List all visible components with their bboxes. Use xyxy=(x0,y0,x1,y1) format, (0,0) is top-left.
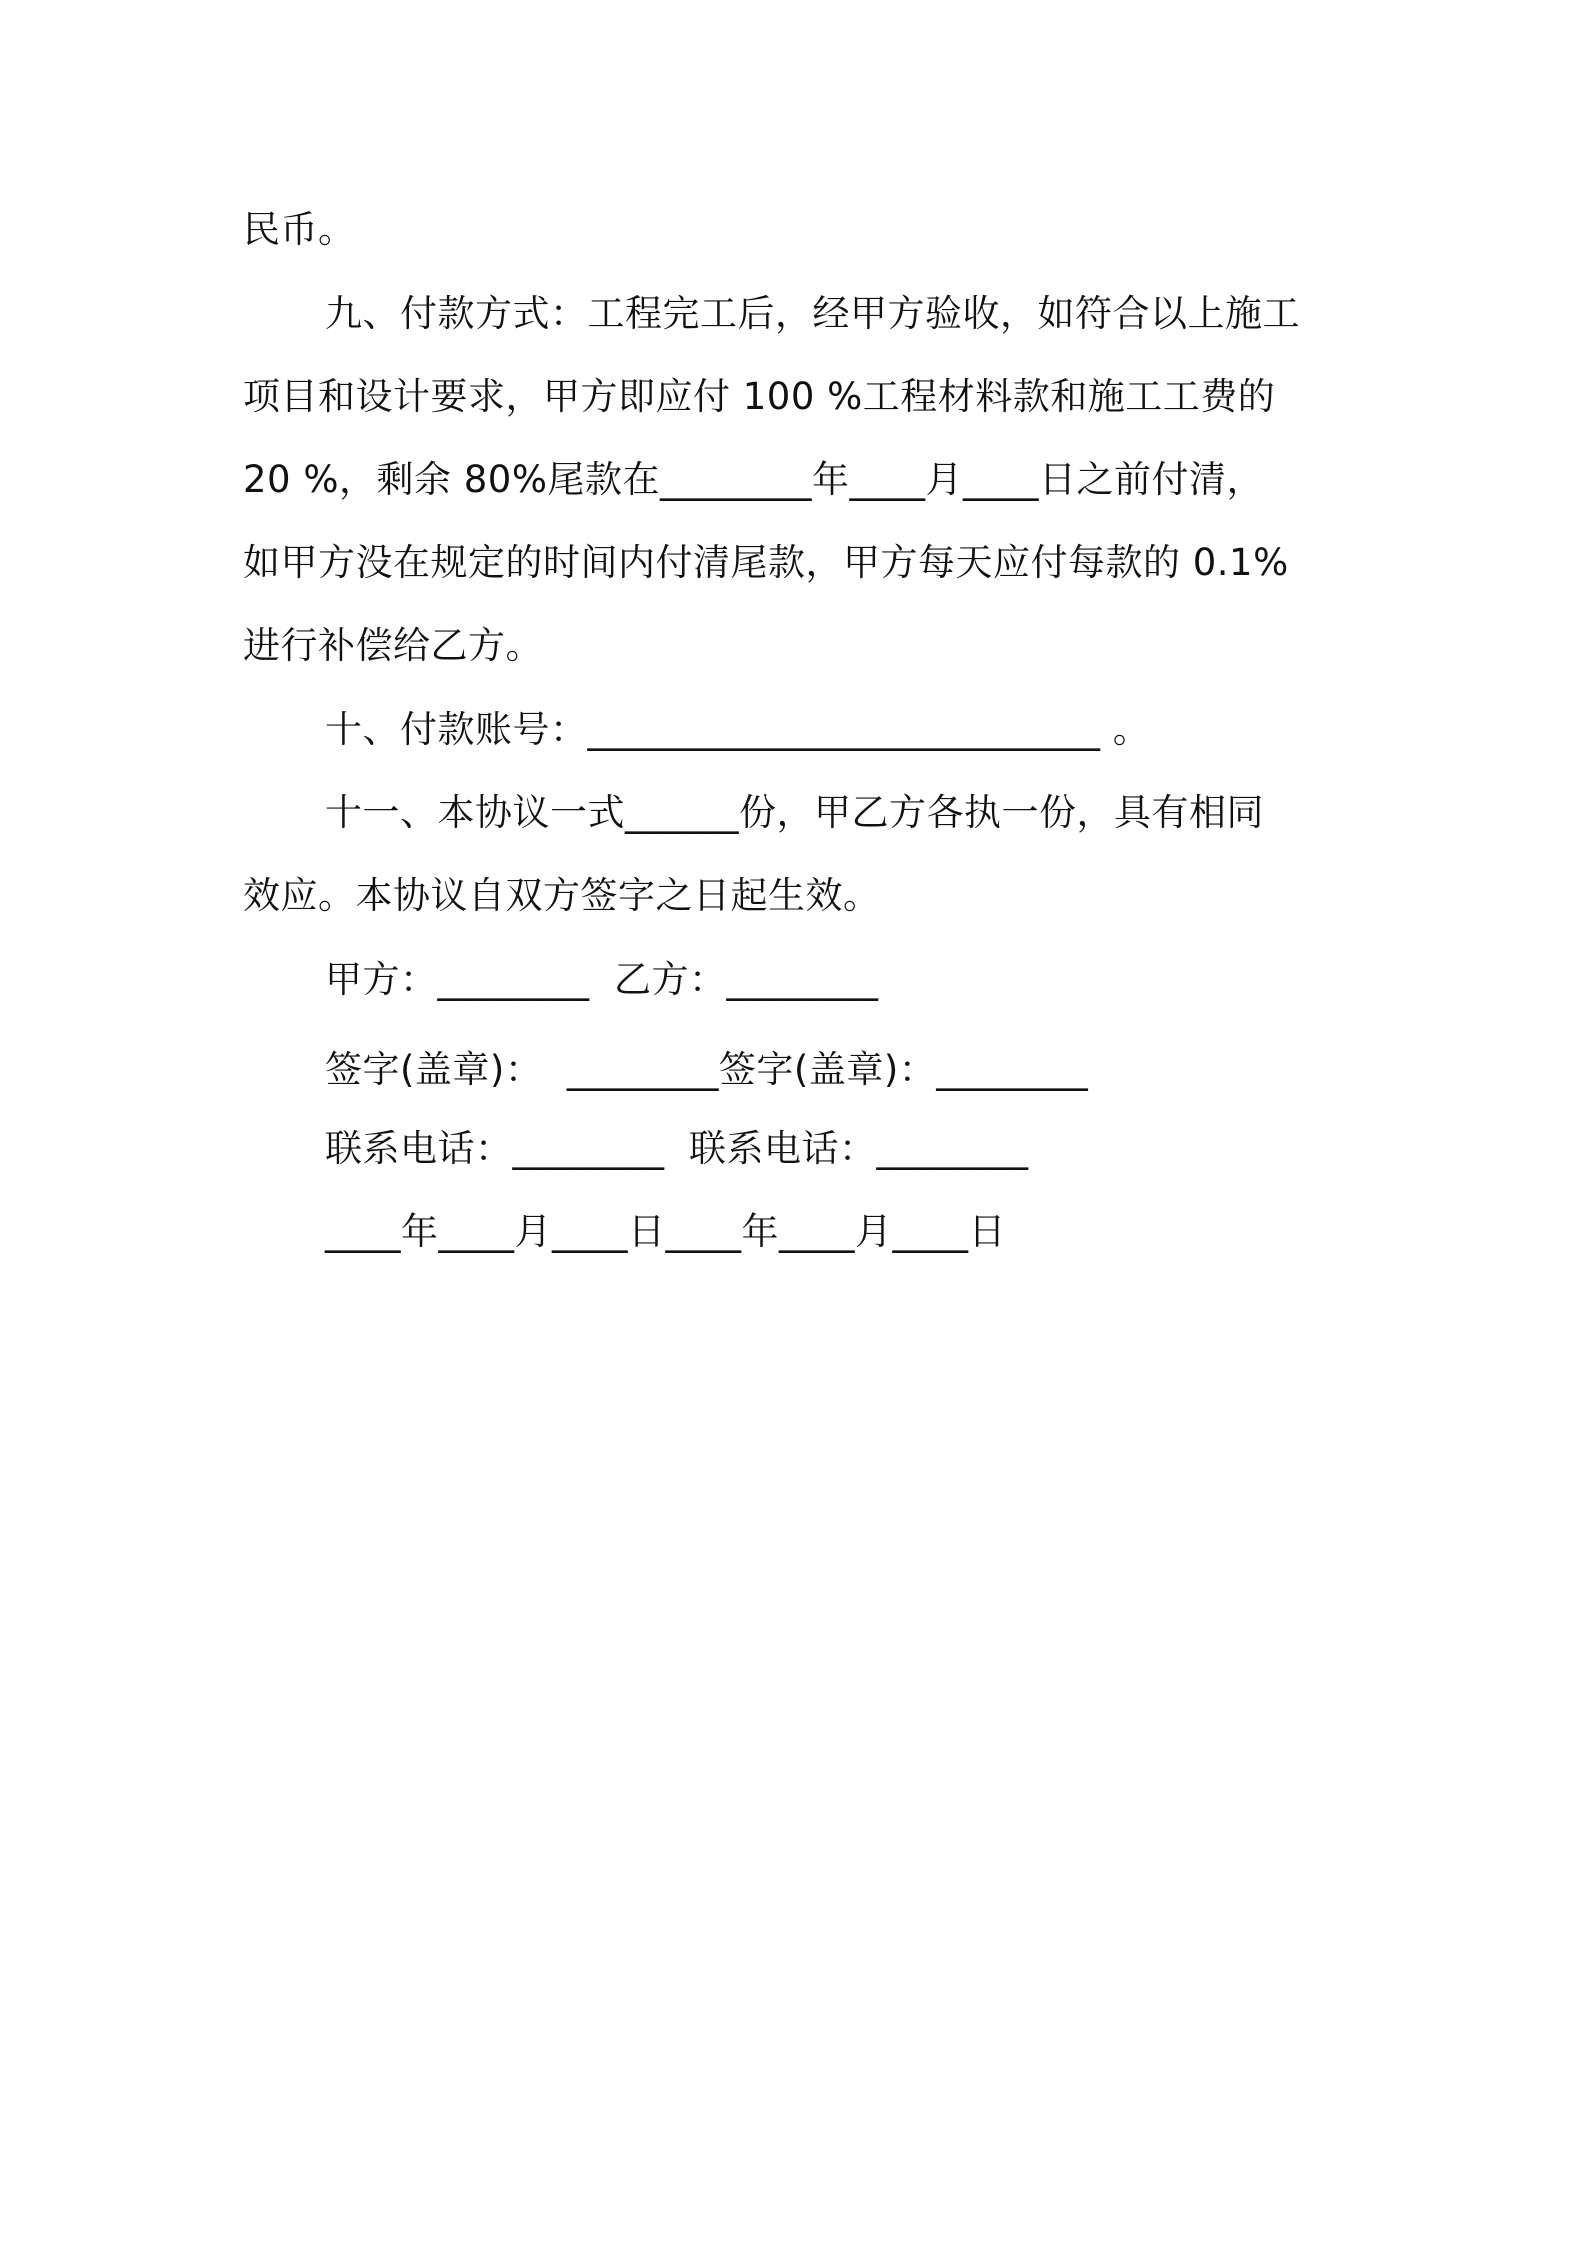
clause-9-line-3: 20 %，剩余 80%尾款在________年____月____日之前付清， xyxy=(243,458,1264,501)
paragraph-continuation: 民币。 xyxy=(243,208,356,251)
clause-11-line-2: 效应。本协议自双方签字之日起生效。 xyxy=(243,874,881,917)
clause-9-line-1: 九、付款方式：工程完工后，经甲方验收，如符合以上施工 xyxy=(325,292,1300,335)
clause-9-line-4: 如甲方没在规定的时间内付清尾款，甲方每天应付每款的 0.1% xyxy=(243,541,1289,584)
signature-date: ____年____月____日____年____月____日 xyxy=(325,1210,1006,1253)
signature-phone: 联系电话：________ 联系电话：________ xyxy=(325,1127,1029,1170)
signature-parties: 甲方：________ 乙方：________ xyxy=(325,958,879,1001)
signature-seal: 签字(盖章)： ________签字(盖章)：________ xyxy=(325,1048,1089,1091)
clause-10: 十、付款账号：___________________________ 。 xyxy=(325,708,1151,751)
clause-9-line-5: 进行补偿给乙方。 xyxy=(243,624,543,667)
clause-9-line-2: 项目和设计要求，甲方即应付 100 %工程材料款和施工工费的 xyxy=(243,375,1276,418)
clause-11-line-1: 十一、本协议一式______份，甲乙方各执一份，具有相同 xyxy=(325,791,1264,834)
